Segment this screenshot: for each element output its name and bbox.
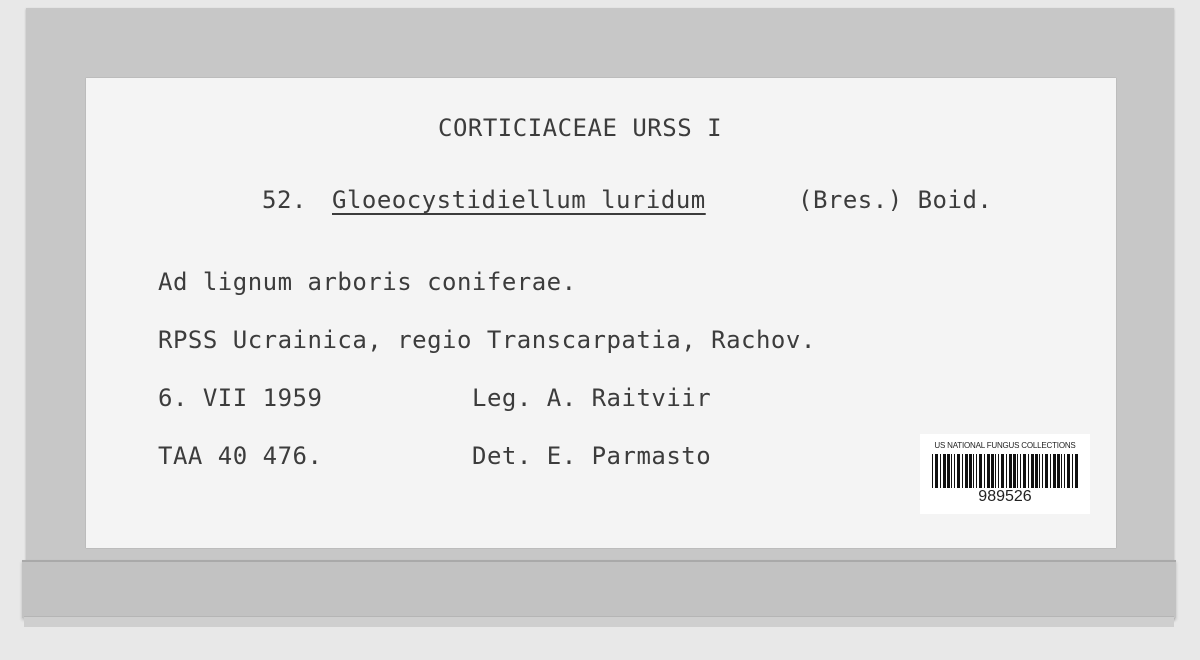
barcode-bar: [1053, 454, 1056, 488]
species-authority: (Bres.) Boid.: [798, 186, 993, 214]
barcode-bar: [976, 454, 977, 488]
species-name: Gloeocystidiellum luridum: [332, 186, 706, 214]
barcode-bar: [991, 454, 994, 488]
barcode-sticker: [920, 434, 1090, 514]
barcode-bar: [1072, 454, 1073, 488]
barcode-bar: [969, 454, 972, 488]
barcode-bar: [1061, 454, 1062, 488]
barcode-bar: [1023, 454, 1026, 488]
barcode-bar: [979, 454, 982, 488]
label-title: CORTICIACEAE URSS I: [438, 114, 723, 142]
accession-number: TAA 40 476.: [158, 442, 323, 470]
barcode-bar: [1009, 454, 1012, 488]
barcode-bar: [954, 454, 955, 488]
barcode-bar: [1067, 454, 1070, 488]
barcode-bar: [1035, 454, 1038, 488]
barcode-bar: [1031, 454, 1034, 488]
barcode-bar: [1028, 454, 1029, 488]
barcode-bars-icon: [932, 454, 1078, 488]
barcode-bar: [987, 454, 990, 488]
barcode-bar: [1064, 454, 1065, 488]
barcode-bar: [935, 454, 938, 488]
barcode-bar: [973, 454, 974, 488]
barcode-bar: [940, 454, 941, 488]
specimen-number: 52.: [262, 186, 307, 214]
packet-fold-flap: [22, 560, 1176, 618]
barcode-bar: [1006, 454, 1007, 488]
barcode-bar: [995, 454, 996, 488]
barcode-bar: [962, 454, 963, 488]
barcode-bar: [984, 454, 985, 488]
barcode-bar: [932, 454, 933, 488]
specimen-label: [86, 78, 1116, 548]
collection-date: 6. VII 1959: [158, 384, 323, 412]
barcode-bar: [1039, 454, 1040, 488]
barcode-bar: [1013, 454, 1016, 488]
barcode-bar: [965, 454, 968, 488]
barcode-bar: [1045, 454, 1048, 488]
barcode-bar: [947, 454, 950, 488]
collector-line: Leg. A. Raitviir: [472, 384, 712, 412]
barcode-bar: [1017, 454, 1018, 488]
barcode-header: US NATIONAL FUNGUS COLLECTIONS: [934, 441, 1076, 450]
locality-line: RPSS Ucrainica, regio Transcarpatia, Rachov.: [158, 326, 816, 354]
barcode-bar: [1001, 454, 1004, 488]
packet-fold-edge: [24, 616, 1174, 627]
determiner-line: Det. E. Parmasto: [472, 442, 712, 470]
barcode-bar: [1050, 454, 1051, 488]
substrate-line: Ad lignum arboris coniferae.: [158, 268, 577, 296]
barcode-number: 989526: [978, 488, 1032, 505]
barcode-bar: [943, 454, 946, 488]
barcode-bar: [1057, 454, 1060, 488]
barcode-bar: [1042, 454, 1043, 488]
barcode-bar: [1020, 454, 1021, 488]
barcode-bar: [957, 454, 960, 488]
barcode-bar: [998, 454, 999, 488]
barcode-bar: [1075, 454, 1078, 488]
barcode-bar: [951, 454, 952, 488]
